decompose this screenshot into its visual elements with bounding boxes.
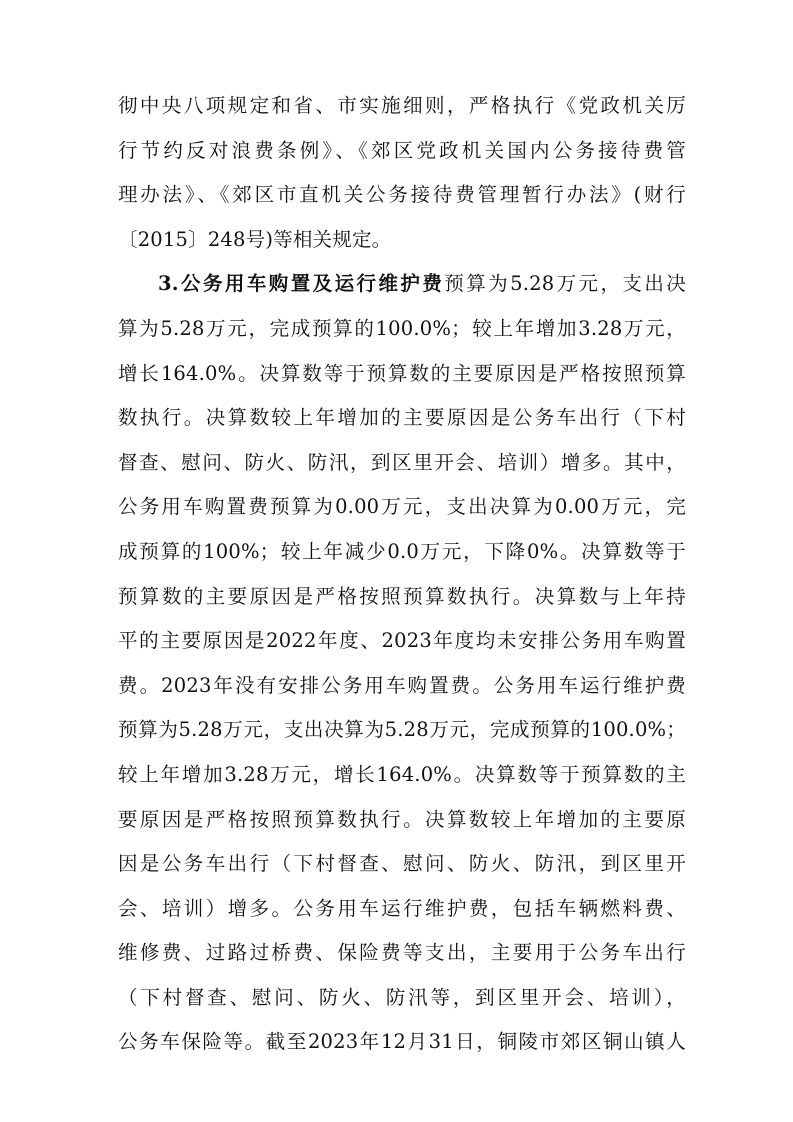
section-heading-line (118, 262, 686, 307)
text-line: 较上年增加3.28万元，增长164.0%。决算数等于预算数的主 (118, 762, 686, 786)
text-line: （下村督查、慰问、防火、防汛等，到区里开会、培训）， (118, 985, 686, 1009)
text-line: 算为5.28万元，完成预算的100.0%；较上年增加3.28万元， (118, 316, 686, 340)
text-line: 会、培训）增多。公务用车运行维护费，包括车辆燃料费、 (118, 896, 686, 920)
text-line: 因是公务车出行（下村督查、慰问、防火、防汛，到区里开 (118, 852, 686, 876)
text-line: 要原因是严格按照预算数执行。决算数较上年增加的主要原 (118, 807, 686, 831)
text-line: 〔2015〕248号)等相关规定。 (118, 227, 392, 251)
text-line: 预算数的主要原因是严格按照预算数执行。决算数与上年持 (118, 584, 686, 608)
text-line: 督查、慰问、防火、防汛，到区里开会、培训）增多。其中， (118, 450, 686, 474)
text-line: 预算为5.28万元，支出决算为5.28万元，完成预算的100.0%； (118, 718, 686, 742)
section-heading: 3.公务用车购置及运行维护费 (158, 272, 445, 296)
text-line: 数执行。决算数较上年增加的主要原因是公务车出行（下村 (118, 406, 686, 430)
text-line: 维修费、过路过桥费、保险费等支出，主要用于公务车出行 (118, 941, 686, 965)
text-run: 预算为5.28万元，支出决 (444, 272, 686, 296)
text-line: 公务用车购置费预算为0.00万元，支出决算为0.00万元，完 (118, 495, 686, 519)
text-line: 公务车保险等。截至2023年12月31日，铜陵市郊区铜山镇人 (118, 1030, 686, 1054)
text-line: 费。2023年没有安排公务用车购置费。公务用车运行维护费 (118, 673, 686, 697)
text-line: 增长164.0%。决算数等于预算数的主要原因是严格按照预算 (118, 361, 686, 385)
body-text (118, 84, 686, 1065)
text-line: 彻中央八项规定和省、市实施细则，严格执行《党政机关厉 (118, 94, 686, 117)
text-line: 理办法》、《郊区市直机关公务接待费管理暂行办法》(财行 (118, 183, 686, 207)
text-line: 平的主要原因是2022年度、2023年度均未安排公务用车购置 (118, 629, 686, 653)
text-line: 行节约反对浪费条例》、《郊区党政机关国内公务接待费管 (118, 138, 686, 162)
text-line: 成预算的100%；较上年减少0.0万元，下降0%。决算数等于 (118, 539, 686, 563)
